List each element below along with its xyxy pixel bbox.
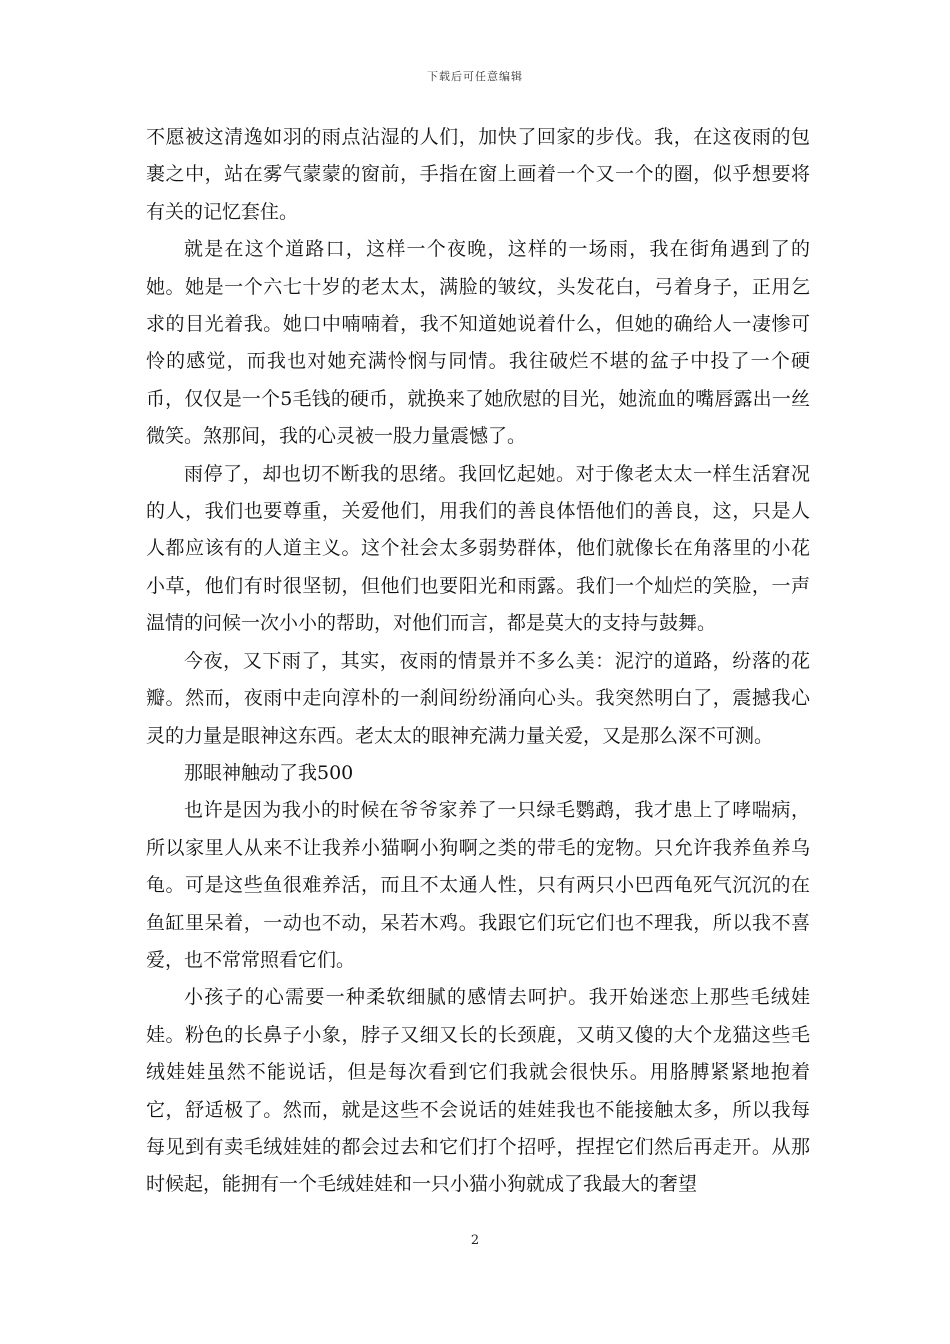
document-body	[146, 119, 810, 1204]
paragraph: 今夜，又下雨了，其实，夜雨的情景并不多么美：泥泞的道路，纷落的花瓣。然而，夜雨中走向淳朴的一刹间纷纷涌向心头。我突然明白了，震撼我心灵的力量是眼神这东西。老太太的眼神充满力量关爱，又是那么深不可测。	[146, 649, 810, 747]
page-header: 下载后可任意编辑	[427, 70, 523, 83]
paragraph: 也许是因为我小的时候在爷爷家养了一只绿毛鹦鹉，我才患上了哮喘病，所以家里人从来不让我养小猫啊小狗啊之类的带毛的宠物。只允许我养鱼养乌龟。可是这些鱼很难养活，而且不太通人性，只有两只小巴西龟死气沉沉的在鱼缸里呆着，一动也不动，呆若木鸡。我跟它们玩它们也不理我，所以我不喜爱，也不常常照看它们。	[146, 799, 810, 971]
paragraph: 小孩子的心需要一种柔软细腻的感情去呵护。我开始迷恋上那些毛绒娃娃。粉色的长鼻子小象，脖子又细又长的长颈鹿，又萌又傻的大个龙猫这些毛绒娃娃虽然不能说话，但是每次看到它们我就会很快乐。用胳膊紧紧地抱着它，舒适极了。然而，就是这些不会说话的娃娃我也不能接触太多，所以我每每见到有卖毛绒娃娃的都会过去和它们打个招呼，捏捏它们然后再走开。从那时候起，能拥有一个毛绒娃娃和一只小猫小狗就成了我最大的奢望	[146, 986, 810, 1196]
paragraph: 雨停了，却也切不断我的思绪。我回忆起她。对于像老太太一样生活窘况的人，我们也要尊重，关爱他们，用我们的善良体悟他们的善良，这，只是人人都应该有的人道主义。这个社会太多弱势群体，他们就像长在角落里的小花小草，他们有时很坚韧，但他们也要阳光和雨露。我们一个灿烂的笑脸，一声温情的问候一次小小的帮助，对他们而言，都是莫大的支持与鼓舞。	[146, 462, 810, 635]
paragraph: 不愿被这清逸如羽的雨点沾湿的人们，加快了回家的步伐。我，在这夜雨的包裹之中，站在雾气蒙蒙的窗前，手指在窗上画着一个又一个的圈，似乎想要将有关的记忆套住。	[146, 126, 810, 223]
section-title: 那眼神触动了我500	[184, 761, 354, 784]
paragraph: 就是在这个道路口，这样一个夜晚，这样的一场雨，我在街角遇到了的她。她是一个六七十岁的老太太，满脸的皱纹，头发花白，弓着身子，正用乞求的目光着我。她口中喃喃着，我不知道她说着什么，但她的确给人一凄惨可怜的感觉，而我也对她充满怜悯与同情。我往破烂不堪的盆子中投了一个硬币，仅仅是一个5毛钱的硬币，就换来了她欣慰的目光，她流血的嘴唇露出一丝微笑。煞那间，我的心灵被一股力量震憾了。	[146, 238, 810, 448]
page-number: 2	[470, 1233, 480, 1248]
